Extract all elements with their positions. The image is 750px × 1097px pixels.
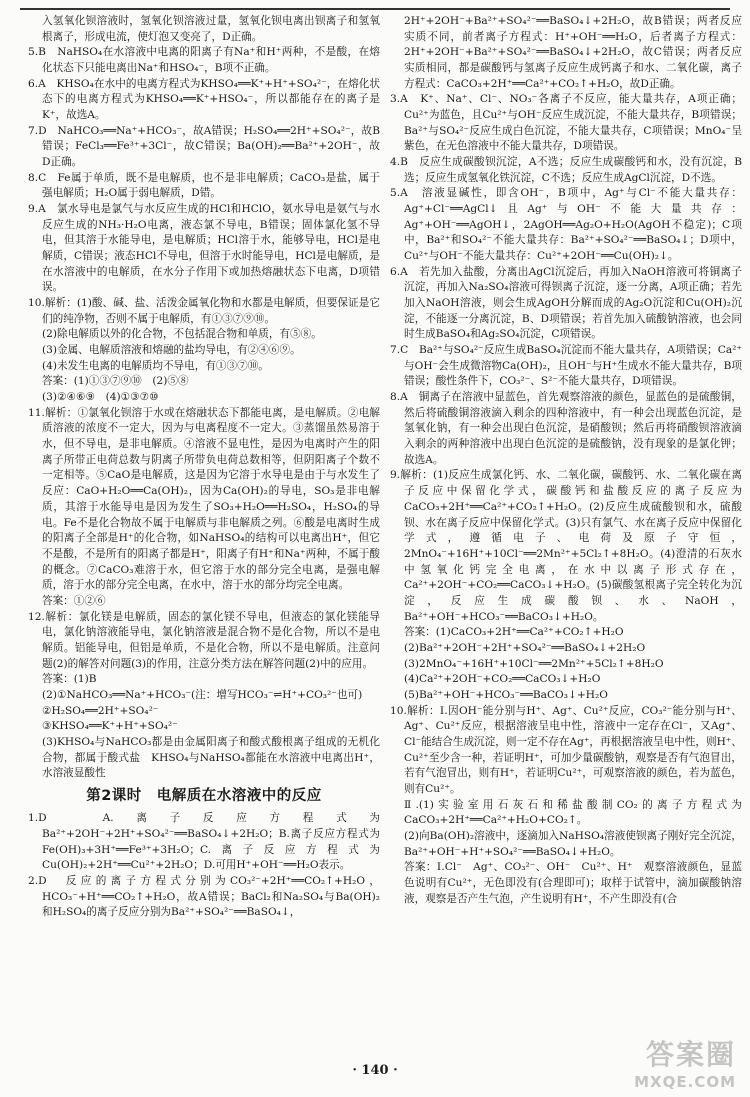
paragraph: 6.A 若先加入盐酸，分离出AgCl沉淀后，再加入NaOH溶液可将铜离子沉淀，再加入Na₂SO₄溶液可得钡离子沉淀，逐一分离，A项正确；若先加入NaOH溶液，则会生成AgOH分解而成的Ag₂O沉淀和Cu(OH)₂沉淀，不能逐一分离沉淀，B、D项错误；若首先加入硫酸钠溶液，也会同时生成BaSO₄和Ag₂SO₄沉淀，C项错误。 [390, 265, 742, 341]
paragraph: (3)KHSO₄与NaHCO₃都是由金属阳离子和酸式酸根离子组成的无机化合物，都属于酸式盐 KHSO₄与NaHSO₄都能在水溶液中电离出H⁺，水溶液显酸性 [42, 735, 380, 780]
paragraph: 2H⁺+2OH⁻+Ba²⁺+SO₄²⁻══BaSO₄↓+2H₂O，故B错误；两者反应实质不同，前者离子方程式：H⁺+OH⁻══H₂O，后者离子方程式：2H⁺+2OH⁻+Ba²⁺+SO₄²⁻══BaSO₄↓+2H₂O，故C错误；两者反应实质相同，都是碳酸钙与氢离子反应生成钙离子和水、二氧化碳，离子方程式：CaCO₃+2H⁺══Ca²⁺+CO₂↑+H₂O，故D正确。 [404, 15, 742, 90]
paragraph: 9.A 氯水导电是氯气与水反应生成的HCl和HClO，氨水导电是氨气与水反应生成的NH₃·H₂O电离，液态氯不导电，B错误；固体氯化氢不导电，但其溶于水能导电，是电解质；HCl溶于水，能够导电，HCl是电解质，C错误；液态HCl不导电，但溶于水时能导电，HCl是电解质，是在水溶液中的电解质，在水分子作用下或加热熔融状态下电离，D项错误。 [28, 203, 380, 294]
paragraph: ②H₂SO₄══2H⁺+SO₄²⁻ [42, 704, 159, 717]
right-column [390, 14, 742, 1054]
page-number: · 140 · [352, 1063, 398, 1078]
paragraph: 5.B NaHSO₄在水溶液中电离的阳离子有Na⁺和H⁺两种，不是酸，在熔化状态下只能电离出Na⁺和HSO₄⁻，B项不正确。 [28, 46, 380, 75]
paragraph: 答案：(1)①③⑦⑨⑩ (2)⑤⑧ [42, 375, 189, 388]
paragraph: 10.解析：Ⅰ.因OH⁻能分别与H⁺、Ag⁺、Cu²⁺反应，CO₃²⁻能分别与H⁺、Ag⁺、Cu²⁺反应，根据溶液呈电中性，溶液中一定存在Cl⁻，又Ag⁺、Cl⁻能结合生成沉淀，则一定不存在Ag⁺，再根据溶液呈电中性，则H⁺、Cu²⁺至少含一种，若证明H⁺，可加少量碳酸钠，观察是否有气泡冒出，若有气泡冒出，则有H⁺，若证明Cu²⁺，可观察溶液的颜色，若为蓝色，则有Cu²⁺。 [390, 704, 742, 795]
paragraph: 9.解析：(1)反应生成氯化钙、水、二氧化碳，碳酸钙、水、二氧化碳在离子反应中保留化学式，碳酸钙和盐酸反应的离子反应为CaCO₃+2H⁺══Ca²⁺+CO₂↑+H₂O。(2)反应生成硫酸钡和水，硫酸钡、水在离子反应中保留化学式。(3)只有氯气、水在离子反应中保留化学式，遵循电子、电荷及原子守恒，2MnO₄⁻+16H⁺+10Cl⁻══2Mn²⁺+5Cl₂↑+8H₂O。(4)澄清的石灰水中氢氧化钙完全电离，在水中以离子形式存在，Ca²⁺+2OH⁻+CO₂══CaCO₃↓+H₂O。(5)碳酸氢根离子完全转化为沉淀，反应生成碳酸钡、水、NaOH，Ba²⁺+OH⁻+HCO₃⁻══BaCO₃↓+H₂O。 [390, 469, 742, 623]
paragraph: 7.D NaHCO₃══Na⁺+HCO₃⁻，故A错误；H₂SO₄══2H⁺+SO₄²⁻，故B错误；FeCl₃══Fe³⁺+3Cl⁻，故C错误；Ba(OH)₂══Ba²⁺+2OH⁻，故D正确。 [28, 124, 380, 169]
paragraph: 答案：(1)CaCO₃+2H⁺══Ca²⁺+CO₂↑+H₂O [404, 626, 624, 639]
paragraph: (3)2MnO₄⁻+16H⁺+10Cl⁻══2Mn²⁺+5Cl₂↑+8H₂O [404, 657, 664, 670]
paragraph: 2.D 反应的离子方程式分别为CO₃²⁻+2H⁺══CO₂↑+H₂O，HCO₃⁻+H⁺══CO₂↑+H₂O，故A错误；BaCl₂和Na₂SO₄与Ba(OH)₂和H₂SO₄的离子反应分别为Ba²⁺+SO₄²⁻══BaSO₄↓， [28, 875, 380, 919]
paragraph: (3)金属、电解质溶液和熔融的盐均导电，有②④⑥⑨。 [42, 344, 301, 357]
watermark-text: 答案圈 [645, 1038, 736, 1071]
paragraph: 6.A KHSO₄在水中的电离方程式为KHSO₄══K⁺+H⁺+SO₄²⁻，在熔化状态下的电离方程式为KHSO₄══K⁺+HSO₄⁻，所以都能存在的离子是K⁺，故选A。 [28, 77, 380, 122]
paragraph: 答案：(1)B [42, 673, 97, 686]
section-heading: 第2课时 电解质在水溶液中的反应 [86, 787, 322, 804]
paragraph: 1.D A.离子反应方程式为Ba²⁺+2OH⁻+2H⁺+SO₄²⁻══BaSO₄↓+2H₂O；B.离子反应方程式为Fe(OH)₃+3H⁺══Fe³⁺+3H₂O；C.离子反应方程式为Cu(OH)₂+2H⁺══Cu²⁺+2H₂O；D.可用H⁺+OH⁻══H₂O表示。 [28, 812, 380, 872]
paragraph: 7.C Ba²⁺与SO₄²⁻反应生成BaSO₄沉淀而不能大量共存，A项错误；Ca²⁺与OH⁻会生成微溶物Ca(OH)₂，且OH⁻与H⁺生成水不能大量共存，B项错误；酸性条件下，CO₃²⁻、S²⁻不能大量共存，D项错误。 [390, 344, 742, 388]
paragraph: 8.A 铜离子在溶液中显蓝色，首先观察溶液的颜色，显蓝色的是硫酸铜，然后将硫酸铜溶液滴入剩余的四种溶液中，有一种会出现蓝色沉淀，是氢氧化钠，有一种会出现白色沉淀，是硝酸钡；然后再将硝酸钡溶液滴入剩余的两种溶液中出现白色沉淀的是硫酸钠，没有现象的是氯化钾；故选A。 [390, 391, 742, 466]
paragraph: (5)Ba²⁺+OH⁻+HCO₃⁻══BaCO₃↓+H₂O [404, 688, 608, 701]
paragraph: 11.解析：①氯氧化钡溶于水或在熔融状态下都能电离，是电解质。②电解质溶液的浓度不一定大，因为与电离程度不一定大。③蒸馏虽然易溶于水，但不导电，是非电解质。④溶液不显电性，是因为电离时产生的阳离子所带正电荷总数与阴离子所带负电荷总数相等，但阴阳离子个数不一定相等。⑤CaO是电解质，这是因为它溶于水导电是由于与水发生了反应：CaO+H₂O══Ca(OH)₂，因为Ca(OH)₂的导电，SO₃是非电解质，其溶于水能导电是因为发生了SO₃+H₂O══H₂SO₄，H₂SO₄的导电。Fe不是化合物故不属于电解质与非电解质之列。⑥酸是电离时生成的阳离子全部是H⁺的化合物，如NaHSO₄的结构可以电离出H⁺，但它不是酸，不是所有的阳离子都是H⁺，阳离子有H⁺和Na⁺两种，不属于酸的概念。⑦CaCO₃难溶于水，但它溶于水的部分完全电离，是强电解质，溶于水的部分完全电离，在水中，溶于水的部分均完全电离。 [28, 406, 380, 592]
paragraph: (4)Ca²⁺+2OH⁻+CO₂══CaCO₃↓+H₂O [404, 673, 601, 686]
paragraph: (2)除电解质以外的化合物，不包括混合物和单质，有⑤⑧。 [42, 328, 322, 341]
paragraph: 入氢氧化钡溶液时，氢氧化钡溶液过量，氢氧化钡电离出钡离子和氢氧根离子，形成电流，使灯泡又变亮了，D正确。 [42, 15, 380, 43]
paragraph: 10.解析：(1)酸、碱、盐、活泼金属氧化物和水都是电解质，但要保证是它们的纯净物，否则不属于电解质，有①③⑦⑨⑩。 [28, 297, 380, 325]
paragraph: (2)①NaHCO₃══Na⁺+HCO₃⁻(注：增写HCO₃⁻⇌H⁺+CO₃²⁻也可) [42, 688, 363, 701]
paragraph: 4.B 反应生成碳酸钡沉淀，A不选；反应生成碳酸钙和水，没有沉淀，B选；反应生成氢氧化铁沉淀，C不选；反应生成AgCl沉淀，D不选。 [390, 156, 742, 184]
paragraph: 答案：①②⑥ [42, 594, 106, 607]
paragraph: 12.解析：氯化镁是电解质，固态的氯化镁不导电，但液态的氯化镁能导电，氯化钠溶液能导电，氯化钠溶液是混合物不是化合物，所以不是电解质。铝能导电，但铝是单质，不是化合物，所以不是电解质。注意问题(2)的解答对问题(3)的作用，注意分类方法在解答问题(2)中的应用。 [28, 610, 380, 670]
paragraph: (2)Ba²⁺+2OH⁻+2H⁺+SO₄²⁻══BaSO₄↓+2H₂O [404, 641, 646, 654]
top-rule [20, 8, 730, 10]
watermark-domain: MXQE.COM [634, 1073, 736, 1091]
paragraph: 5.A 溶液显碱性，即含OH⁻，B项中，Ag⁺与Cl⁻不能大量共存：Ag⁺+Cl⁻══AgCl↓且Ag⁺与OH⁻不能大量共存：Ag⁺+OH⁻══AgOH↓，2AgOH══Ag₂O+H₂O(AgOH不稳定)；C项中，Ba²⁺和SO₄²⁻不能大量共存：Ba²⁺+SO₄²⁻══BaSO₄↓；D项中，Cu²⁺与OH⁻不能大量共存：Cu²⁺+2OH⁻══Cu(OH)₂↓。 [390, 187, 742, 263]
paragraph: 3.A K⁺、Na⁺、Cl⁻、NO₃⁻各离子不反应，能大量共存，A项正确；Cu²⁺为蓝色，且Cu²⁺与OH⁻反应生成沉淀，不能大量共存，B项错误；Ba²⁺与SO₄²⁻反应生成白色沉淀，不能大量共存，C项错误；MnO₄⁻呈紫色，在无色溶液中不能大量共存，D项错误。 [390, 93, 742, 153]
paragraph: 答案：Ⅰ.Cl⁻ Ag⁺、CO₃²⁻、OH⁻ Cu²⁺、H⁺ 观察溶液颜色，显蓝色说明有Cu²⁺，无色即没有(合理即可)；取样于试管中，滴加碳酸钠溶液，观察是否产生气泡，产生说明有H⁺，不产生即没有(合 [404, 861, 742, 905]
watermark-logo [634, 1033, 736, 1091]
paragraph: Ⅱ.(1)实验室用石灰石和稀盐酸制CO₂的离子方程式为CaCO₃+2H⁺══Ca²⁺+H₂O+CO₂↑。 [404, 798, 742, 827]
paragraph: (2)向Ba(OH)₂溶液中，逐滴加入NaHSO₄溶液使钡离子刚好完全沉淀，Ba²⁺+OH⁻+H⁺+SO₄²⁻══BaSO₄↓+H₂O。 [404, 829, 742, 858]
paragraph: (4)未发生电离的电解质均不导电，有①③⑦⑩。 [42, 359, 269, 372]
left-column [28, 14, 380, 1054]
paragraph: ③KHSO₄══K⁺+H⁺+SO₄²⁻ [42, 720, 178, 733]
paragraph: (3)②④⑥⑨ (4)①③⑦⑩ [42, 391, 159, 404]
paragraph: 8.C Fe属于单质，既不是电解质，也不是非电解质；CaCO₃是盐，属于强电解质；H₂O属于弱电解质，D错。 [28, 171, 380, 200]
